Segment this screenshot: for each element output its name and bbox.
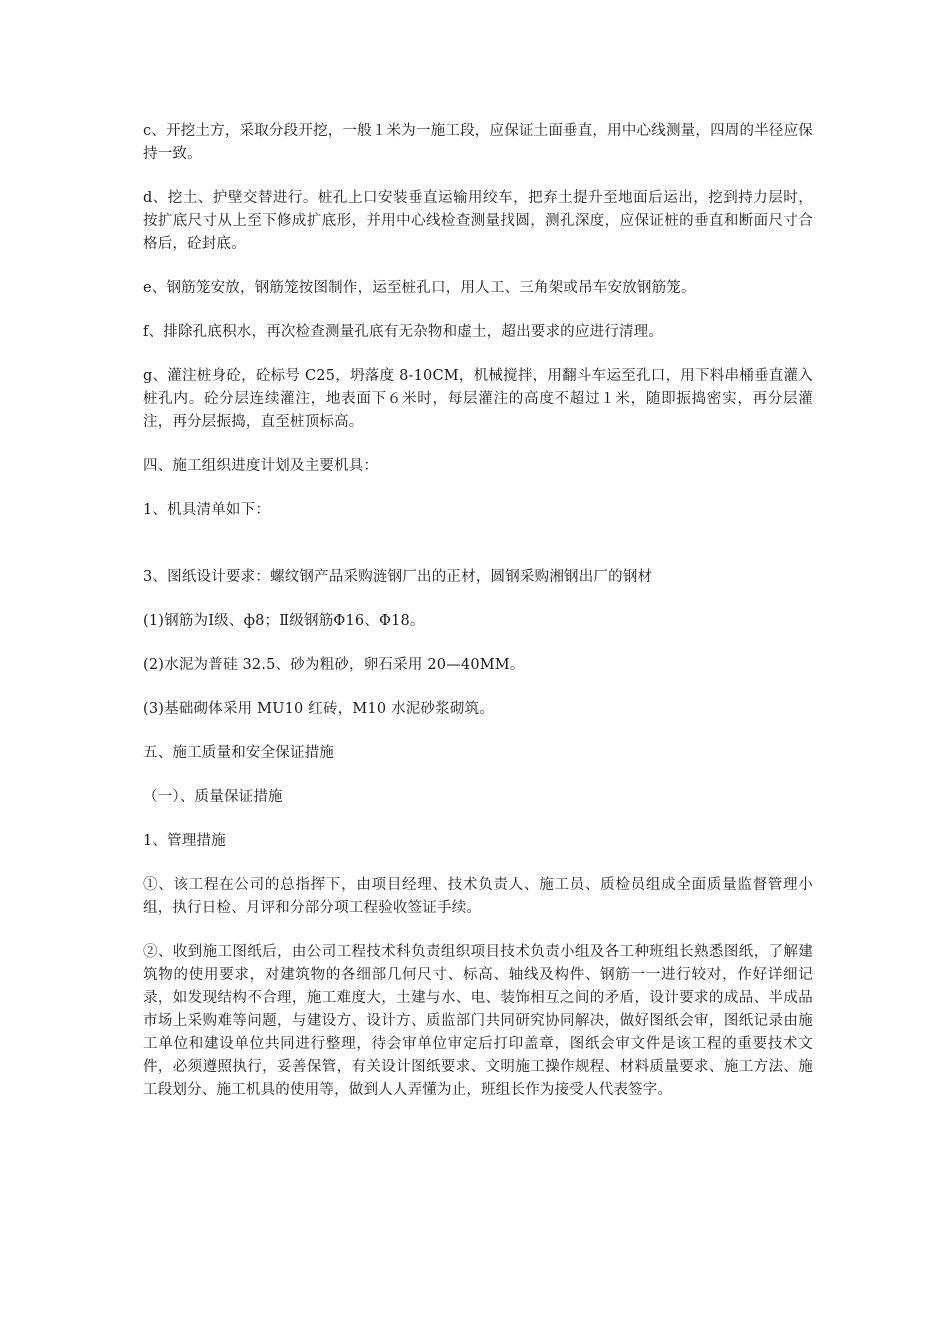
- blank-gap: [143, 543, 813, 566]
- paragraph-e-rebar-cage: e、钢筋笼安放，钢筋笼按图制作，运至桩孔口，用人工、三角架或吊车安放钢筋笼。: [143, 280, 696, 296]
- paragraph-g-pour-concrete: g、灌注桩身砼，砼标号 C25，坍落度 8-10CM，机械搅拌，用翻斗车运至孔口，用下料串桶垂直灌入桩孔内。砼分层连续灌注，地表面下６米时，每层灌注的高度不超过１米，随即振捣密实，再分层灌注，再分层振捣，直至桩顶标高。: [143, 368, 813, 430]
- document-page: [143, 120, 813, 1123]
- paragraph-equipment-list: 1、机具清单如下：: [143, 502, 271, 518]
- paragraph-management-2: ②、收到施工图纸后，由公司工程技术科负责组织项目技术负责小组及各工种班组长熟悉图纸，了解建筑物的使用要求，对建筑物的各细部几何尺寸、标高、轴线及构件、钢筋一一进行较对，作好详细记录，如发现结构不合理，施工难度大，土建与水、电、装饰相互之间的矛盾，设计要求的成品、半成品市场上采购难等问题，与建设方、设计方、质监部门共同研究协同解决，做好图纸会审，图纸记录由施工单位和建设单位共同进行整理，待会审单位审定后打印盖章，图纸会审文件是该工程的重要技术文件，必须遵照执行，妥善保管，有关设计图纸要求、文明施工操作规程、材料质量要求、施工方法、施工段划分、施工机具的使用等，做到人人弄懂为止，班组长作为接受人代表签字。: [143, 944, 813, 1098]
- paragraph-management-1: ①、该工程在公司的总指挥下，由项目经理、技术负责人、施工员、质检员组成全面质量监督管理小组，执行日检、月评和分部分项工程验收签证手续。: [143, 877, 813, 916]
- paragraph-f-drain-water: f、排除孔底积水，再次检查测量孔底有无杂物和虚土，超出要求的应进行清理。: [143, 324, 664, 340]
- subsection-heading-quality: （一）、质量保证措施: [143, 789, 283, 805]
- section-heading-schedule: 四、施工组织进度计划及主要机具：: [143, 458, 379, 474]
- paragraph-rebar-grade: (1)钢筋为Ⅰ级、ф8；Ⅱ级钢筋Φ16、Φ18。: [143, 613, 425, 629]
- paragraph-c-excavation: c、开挖土方，采取分段开挖，一般１米为一施工段，应保证土面垂直，用中心线测量，四周的半径应保持一致。: [143, 123, 813, 162]
- paragraph-drawing-requirements: 3、图纸设计要求：螺纹钢产品采购涟钢厂出的正材，圆钢采购湘钢出厂的钢材: [143, 569, 653, 585]
- section-heading-quality-safety: 五、施工质量和安全保证措施: [143, 745, 335, 761]
- paragraph-masonry: (3)基础砌体采用 MU10 红砖，M10 水泥砂浆砌筑。: [143, 701, 494, 717]
- paragraph-d-excavation-lining: d、挖土、护壁交替进行。桩孔上口安装垂直运输用绞车，把弃土提升至地面后运出，挖到持力层时，按扩底尺寸从上至下修成扩底形，并用中心线检查测量找圆，测孔深度，应保证桩的垂直和断面尺寸合格后，砼封底。: [143, 190, 813, 252]
- subheading-management: 1、管理措施: [143, 833, 226, 849]
- paragraph-cement-sand: (2)水泥为普硅 32.5、砂为粗砂，卵石采用 20—40MM。: [143, 657, 525, 673]
